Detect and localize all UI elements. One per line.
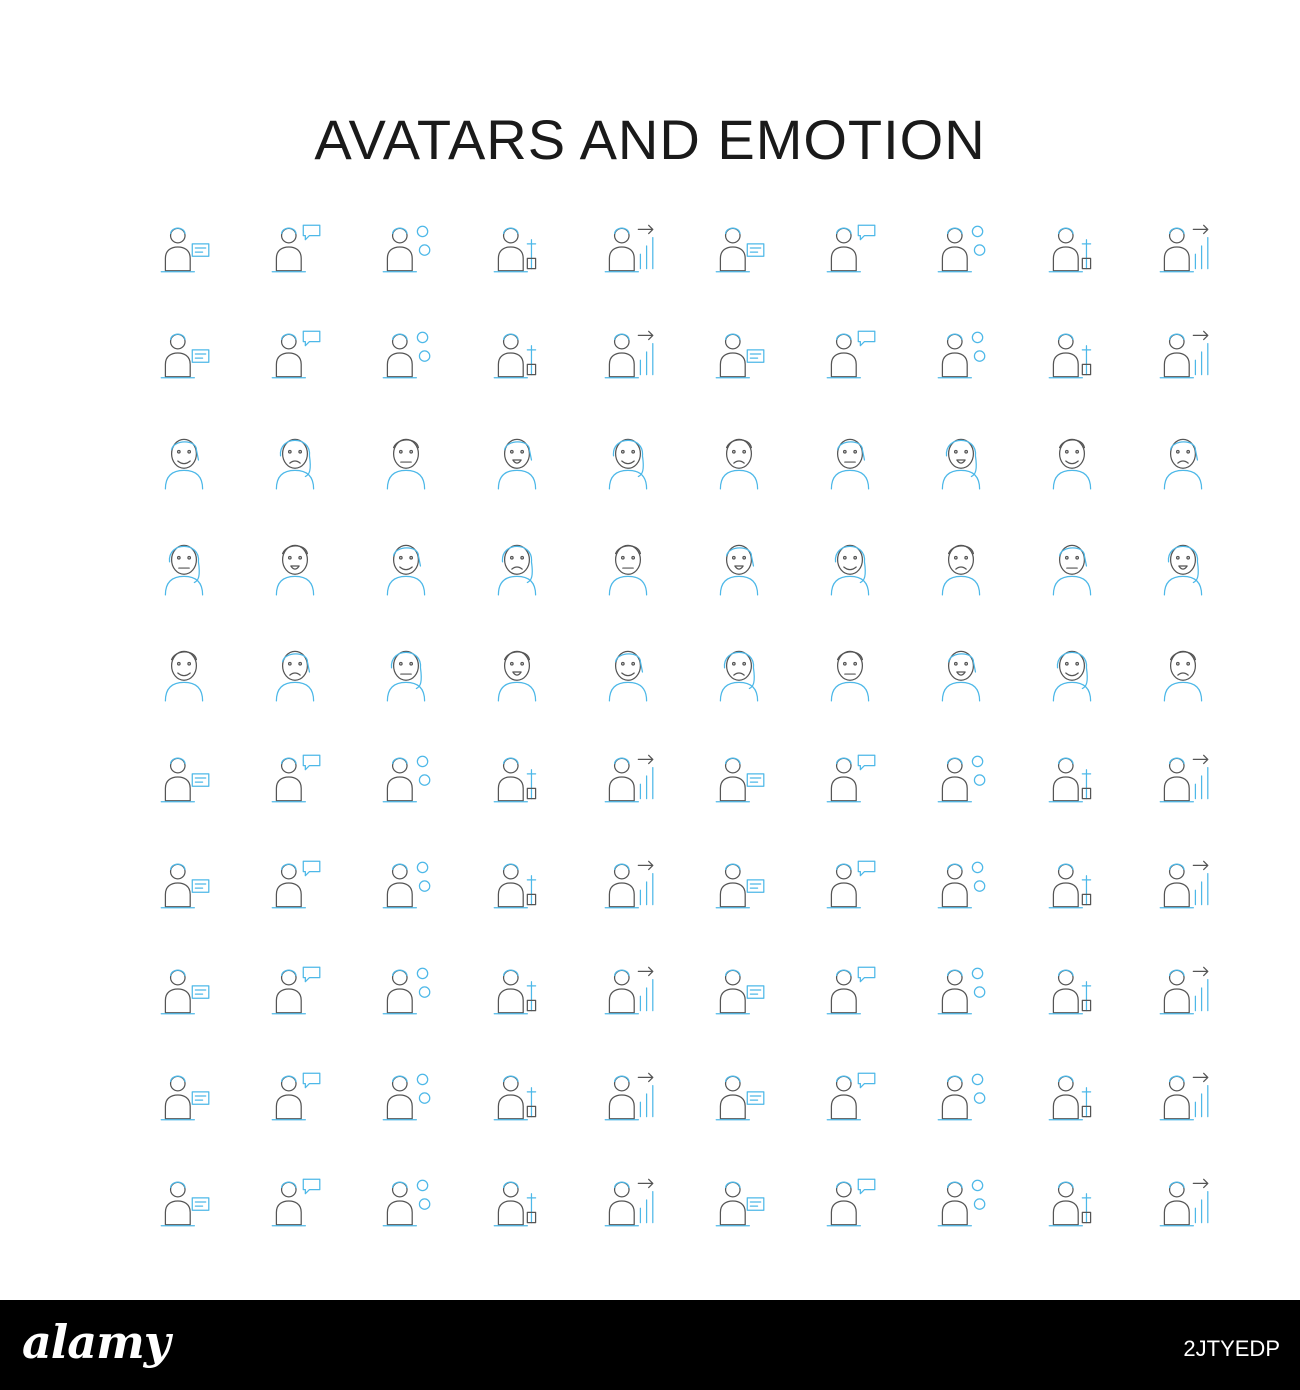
eye-icon bbox=[905, 301, 1016, 407]
tired-face-icon bbox=[350, 407, 461, 513]
mechanic-icon bbox=[239, 725, 350, 831]
speaker-icon bbox=[350, 1149, 461, 1255]
caring-woman-icon bbox=[794, 1149, 905, 1255]
smiling-boy-icon bbox=[239, 619, 350, 725]
arguing-couple-icon bbox=[239, 195, 350, 301]
model-icon bbox=[572, 1149, 683, 1255]
brand-logo[interactable]: alamy bbox=[22, 1315, 170, 1369]
detective-icon bbox=[461, 831, 572, 937]
tongue-face-icon bbox=[1016, 407, 1127, 513]
carpenter-icon bbox=[905, 1043, 1016, 1149]
fitness-icon bbox=[1016, 725, 1127, 831]
worried-face-icon bbox=[461, 513, 572, 619]
surprised-woman-icon bbox=[128, 513, 239, 619]
actor-icon bbox=[1016, 1043, 1127, 1149]
happy-face-icon bbox=[905, 513, 1016, 619]
driver-icon bbox=[128, 1043, 239, 1149]
stressed-face-icon bbox=[1127, 407, 1238, 513]
laughing-woman-icon bbox=[128, 619, 239, 725]
clock-worker-icon bbox=[794, 195, 905, 301]
yoga-woman-icon bbox=[794, 725, 905, 831]
messages-worker-icon bbox=[905, 195, 1016, 301]
florist-icon bbox=[1127, 1149, 1238, 1255]
girl-face-icon bbox=[350, 619, 461, 725]
sitting-person-icon bbox=[350, 195, 461, 301]
tutor-icon bbox=[905, 1149, 1016, 1255]
photographer-icon bbox=[350, 831, 461, 937]
rising-person-icon bbox=[461, 195, 572, 301]
sailor-icon bbox=[572, 725, 683, 831]
coder-icon bbox=[683, 1149, 794, 1255]
gardener-icon bbox=[683, 725, 794, 831]
musician-icon bbox=[350, 937, 461, 1043]
dancer-icon bbox=[1127, 725, 1238, 831]
playful-face-icon bbox=[239, 513, 350, 619]
swimmer-icon bbox=[572, 831, 683, 937]
barber-icon bbox=[1016, 831, 1127, 937]
content-face-icon bbox=[683, 619, 794, 725]
programmer-icon bbox=[905, 725, 1016, 831]
person-globe-icon bbox=[128, 195, 239, 301]
image-id: 2JTYEDP bbox=[1183, 1336, 1280, 1361]
woman-face-icon bbox=[128, 407, 239, 513]
trainer-icon bbox=[794, 831, 905, 937]
desk-worker-icon bbox=[350, 301, 461, 407]
builder-icon bbox=[239, 937, 350, 1043]
teacher-icon bbox=[461, 619, 572, 725]
chatting-woman-icon bbox=[683, 195, 794, 301]
businesswoman-icon bbox=[350, 725, 461, 831]
designer-icon bbox=[905, 937, 1016, 1043]
cashier-icon bbox=[1127, 1043, 1238, 1149]
lecturer-icon bbox=[128, 1149, 239, 1255]
calm-face-icon bbox=[461, 407, 572, 513]
presenter-icon bbox=[1016, 937, 1127, 1043]
alert-person-icon bbox=[239, 301, 350, 407]
sad-woman-icon bbox=[350, 513, 461, 619]
chef-icon bbox=[794, 937, 905, 1043]
annoyed-woman-icon bbox=[1127, 513, 1238, 619]
grinning-man-icon bbox=[905, 619, 1016, 725]
smiling-woman-icon bbox=[1016, 619, 1127, 725]
singer-icon bbox=[905, 831, 1016, 937]
woman-standing-icon bbox=[128, 831, 239, 937]
chemist-icon bbox=[461, 1149, 572, 1255]
shocked-person-icon bbox=[1127, 301, 1238, 407]
scientist-icon bbox=[239, 1043, 350, 1149]
phone-person-icon bbox=[572, 301, 683, 407]
angry-face-icon bbox=[794, 407, 905, 513]
bottle-man-icon bbox=[1127, 195, 1238, 301]
seated-woman-icon bbox=[683, 301, 794, 407]
speech-bubble-icon bbox=[461, 301, 572, 407]
welder-icon bbox=[1127, 937, 1238, 1043]
laughing-man-icon bbox=[128, 725, 239, 831]
shocked-face-icon bbox=[1016, 513, 1127, 619]
optician-icon bbox=[1016, 1149, 1127, 1255]
laughing-girl-icon bbox=[572, 513, 683, 619]
confused-person-icon bbox=[1016, 301, 1127, 407]
painter-icon bbox=[572, 937, 683, 1043]
meditating-woman-icon bbox=[128, 937, 239, 1043]
grimace-face-icon bbox=[683, 407, 794, 513]
conductor-icon bbox=[683, 937, 794, 1043]
angel-face-icon bbox=[905, 407, 1016, 513]
postman-icon bbox=[683, 1043, 794, 1149]
explorer-icon bbox=[461, 1043, 572, 1149]
engineer-icon bbox=[1127, 831, 1238, 937]
spider-fear-icon bbox=[1016, 195, 1127, 301]
waiter-icon bbox=[683, 831, 794, 937]
traffic-officer-icon bbox=[461, 937, 572, 1043]
analyst-icon bbox=[239, 1149, 350, 1255]
joyful-woman-icon bbox=[1127, 619, 1238, 725]
wink-woman-icon bbox=[794, 619, 905, 725]
questioning-person-icon bbox=[572, 195, 683, 301]
artist-icon bbox=[239, 831, 350, 937]
love-woman-icon bbox=[794, 513, 905, 619]
icon-grid bbox=[128, 195, 1238, 1255]
crying-face-icon bbox=[572, 407, 683, 513]
page-title: AVATARS AND EMOTION bbox=[314, 108, 986, 171]
footer-bar bbox=[0, 1300, 1300, 1390]
writer-icon bbox=[350, 1043, 461, 1149]
receptionist-icon bbox=[461, 725, 572, 831]
calm-monk-icon bbox=[683, 513, 794, 619]
devil-face-icon bbox=[239, 407, 350, 513]
nurse-icon bbox=[794, 1043, 905, 1149]
relaxed-face-icon bbox=[572, 619, 683, 725]
chat-woman-icon bbox=[128, 301, 239, 407]
declining-chart-icon bbox=[794, 301, 905, 407]
reader-icon bbox=[572, 1043, 683, 1149]
